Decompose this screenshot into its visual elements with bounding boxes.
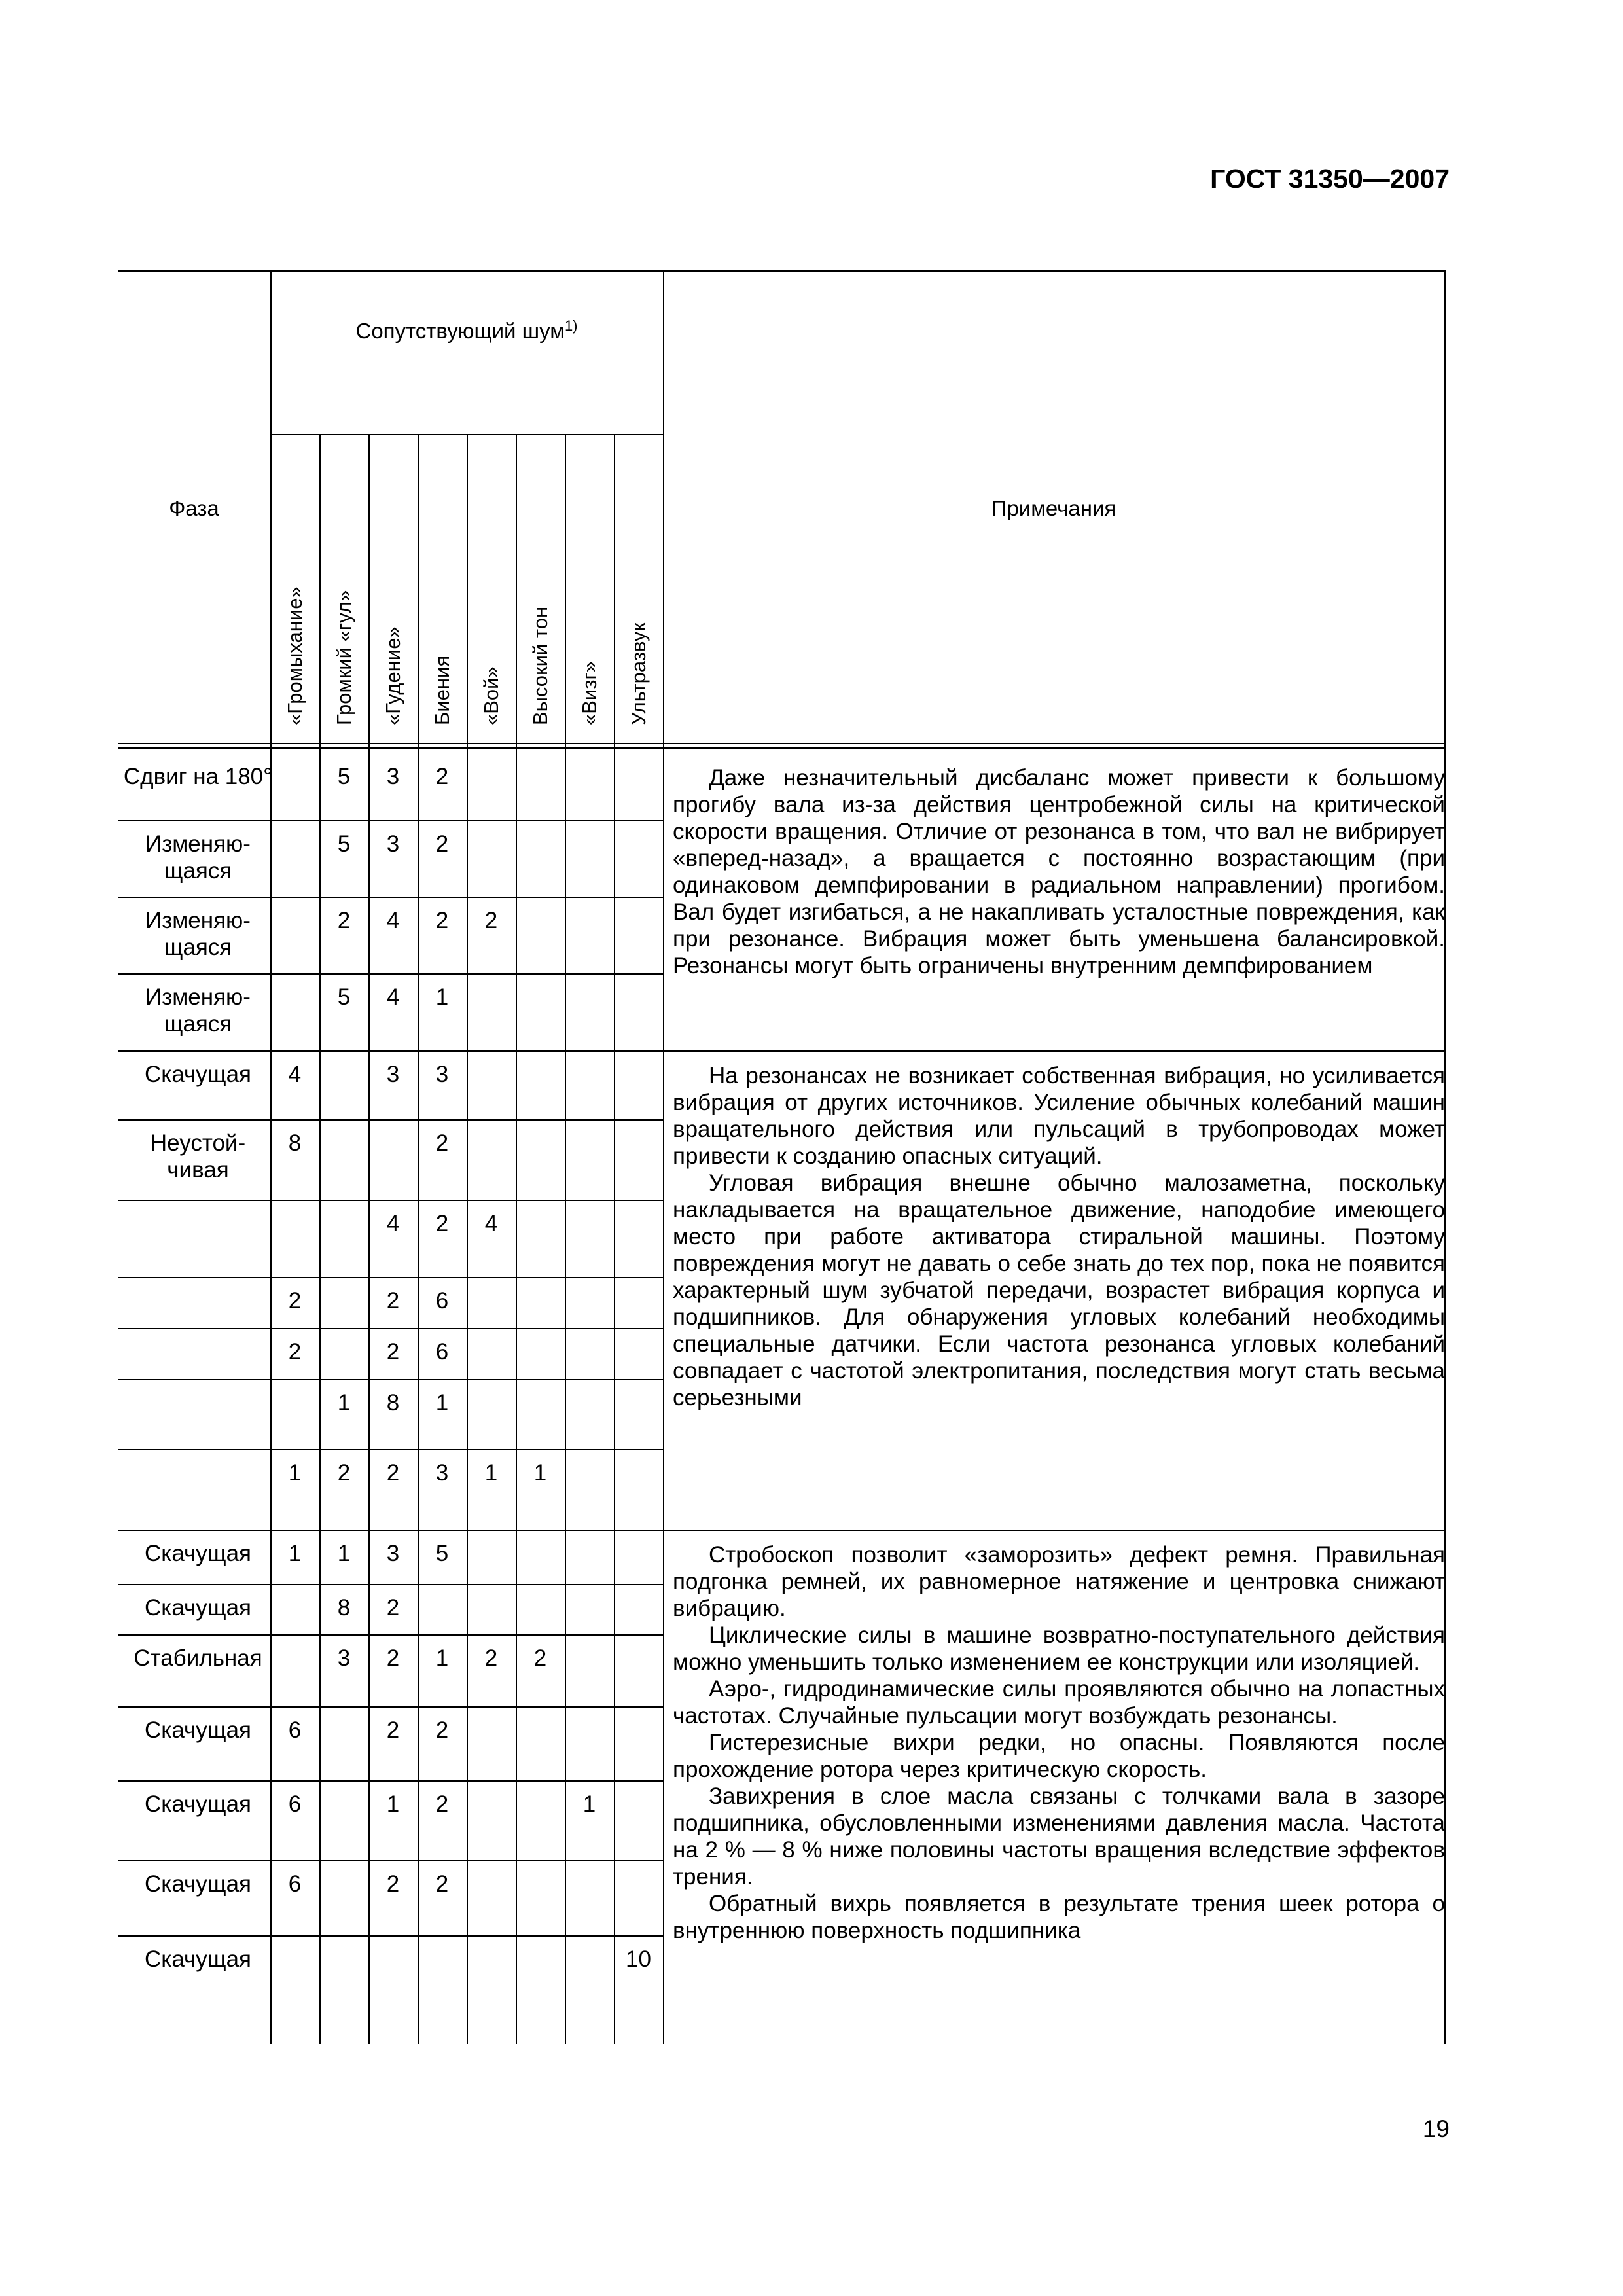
notes-block [673,1541,1445,1944]
noise-value-cell [418,1594,467,1634]
noise-value-cell [319,1791,368,1860]
noise-value-cell [319,1061,368,1119]
row-rule [118,820,663,821]
row-rule [118,897,663,898]
noise-value-cell [319,1210,368,1277]
noise-value-cell [614,1791,663,1860]
noise-value-cell [467,1791,516,1860]
noise-value-cell [614,831,663,897]
row-rule [118,1328,663,1329]
noise-value-cell: 2 [435,1791,449,1817]
noise-value-cell: 2 [435,1130,449,1156]
noise-value-cell: 6 [288,1791,302,1817]
noise-value-cell: 4 [386,1211,400,1236]
noise-value-cell [368,1946,418,2044]
noise-value-cell: 3 [386,831,400,857]
phase-cell [118,1210,278,1277]
noise-value-cell [270,831,319,897]
noise-column-header: Биения [430,655,454,725]
noise-value-cell [614,1871,663,1935]
noise-column-header: Ультразвук [626,622,650,725]
noise-value-cell [614,1540,663,1584]
noise-group-label: Сопутствующий шум [355,319,565,343]
noise-value-cell: 3 [337,1645,351,1671]
noise-value-cell [516,1210,565,1277]
noise-value-cell: 8 [386,1390,400,1416]
note-paragraph: Завихрения в слое масла связаны с толчками вала в зазоре подшипника, обусловленными изменениями давления масла. Частота на 2 % — 8 % ниже половины частоты вращения вследствие эффектов трения. [673,1784,1445,1890]
noise-value-cell [614,1061,663,1119]
noise-value-cell [467,1540,516,1584]
noise-value-cell: 2 [337,908,351,933]
noise-value-cell [565,1540,614,1584]
noise-value-cell: 3 [435,1062,449,1087]
table-top-rule [118,270,1444,272]
header-bottom-rule [118,747,1444,749]
phase-cell: Сдвиг на 180° [123,764,273,789]
noise-value-cell: 4 [288,1062,302,1087]
noise-value-cell: 5 [337,764,351,789]
noise-column-header: Высокий тон [528,606,552,725]
notes-column-header: Примечания [991,496,1116,520]
note-paragraph: Циклические силы в машине возвратно-поступательного действия можно уменьшить только изменением ее конструкции или изоляцией. [673,1623,1445,1675]
row-rule [118,1860,663,1861]
noise-value-cell [565,1287,614,1328]
noise-value-cell: 2 [435,908,449,933]
noise-value-cell: 2 [484,908,498,933]
noise-value-cell [467,1287,516,1328]
note-paragraph: Гистерезисные вихри редки, но опасны. Появляются после прохождение ротора через критическую скорость. [673,1730,1445,1782]
noise-value-cell [516,1390,565,1449]
noise-value-cell [516,1338,565,1379]
noise-value-cell [516,1540,565,1584]
noise-value-cell: 4 [484,1211,498,1236]
noise-column-header: «Вой» [479,666,503,725]
noise-value-cell [516,1946,565,2044]
noise-value-cell: 10 [626,1946,651,1972]
phase-cell: Неустой-чивая [150,1130,246,1183]
noise-value-cell [565,1338,614,1379]
noise-value-cell: 5 [337,831,351,857]
noise-value-cell [565,1871,614,1935]
noise-value-cell: 2 [288,1339,302,1365]
noise-value-cell [516,763,565,820]
noise-value-cell [467,1130,516,1200]
noise-value-cell [319,1338,368,1379]
noise-value-cell [270,907,319,973]
noise-value-cell: 2 [435,1717,449,1743]
noise-value-cell: 1 [484,1460,498,1486]
note-paragraph: На резонансах не возникает собственная вибрация, но усиливается вибрация от других источников. Усиление обычных колебаний машин вращательного действия или пульсаций в трубопроводах может привести к созданию опасных ситуаций. [673,1063,1445,1169]
row-rule [118,1780,663,1782]
row-rule [118,1379,663,1380]
noise-value-cell [565,1645,614,1706]
noise-value-cell [319,1287,368,1328]
noise-value-cell: 1 [337,1390,351,1416]
phase-cell: Изменяю-щаяся [145,908,251,960]
column-rule [663,270,664,2044]
noise-column-header: «Визг» [577,661,601,725]
row-rule [118,1449,663,1450]
row-rule [118,1530,1444,1531]
noise-value-cell [270,984,319,1050]
noise-value-cell [516,831,565,897]
noise-value-cell: 2 [435,764,449,789]
noise-value-cell [614,1390,663,1449]
noise-value-cell [565,1594,614,1634]
noise-value-cell [270,1210,319,1277]
noise-value-cell [319,1130,368,1200]
row-rule [118,1119,663,1121]
noise-value-cell: 2 [288,1288,302,1314]
noise-value-cell [565,1210,614,1277]
note-paragraph: Обратный вихрь появляется в результате трения шеек ротора о внутреннюю поверхность подшипника [673,1891,1445,1943]
notes-block [673,1062,1445,1411]
noise-value-cell [614,984,663,1050]
phase-cell: Скачущая [144,1541,251,1566]
phase-column-header: Фаза [169,496,219,520]
phase-cell [118,1460,278,1530]
noise-column-header: «Громыхание» [283,586,306,725]
noise-value-cell [516,1130,565,1200]
noise-value-cell [467,1338,516,1379]
noise-value-cell [516,984,565,1050]
noise-value-cell: 8 [288,1130,302,1156]
noise-value-cell: 1 [386,1791,400,1817]
noise-column-header: «Гудение» [381,626,404,725]
header-bottom-rule [118,743,1444,744]
noise-group-header [270,317,663,344]
noise-value-cell [516,1871,565,1935]
noise-value-cell: 2 [386,1717,400,1743]
noise-value-cell [270,1645,319,1706]
noise-value-cell [467,763,516,820]
notes-block [673,764,1445,979]
noise-value-cell [516,1717,565,1780]
noise-value-cell [319,1946,368,2044]
phase-cell [118,1390,278,1449]
noise-value-cell [467,1390,516,1449]
noise-value-cell: 3 [386,764,400,789]
row-rule [118,1935,663,1937]
noise-value-cell [614,1210,663,1277]
noise-value-cell [614,1460,663,1530]
noise-value-cell [467,1946,516,2044]
noise-value-cell: 2 [386,1288,400,1314]
noise-value-cell [565,1717,614,1780]
noise-value-cell: 2 [435,1871,449,1897]
noise-value-cell [565,1460,614,1530]
noise-value-cell [467,1594,516,1634]
noise-value-cell: 8 [337,1595,351,1621]
noise-column-header: Громкий «гул» [332,590,355,725]
noise-value-cell [368,1130,418,1200]
noise-value-cell [614,1130,663,1200]
row-rule [118,1277,663,1278]
noise-value-cell [614,763,663,820]
footnote-marker: 1) [564,317,578,334]
noise-value-cell [614,1338,663,1379]
note-paragraph: Аэро-, гидродинамические силы проявляются обычно на лопастных частотах. Случайные пульсации могут возбуждать резонансы. [673,1676,1445,1729]
noise-value-cell: 2 [533,1645,547,1671]
noise-value-cell [319,1871,368,1935]
noise-value-cell [516,1791,565,1860]
noise-value-cell [565,984,614,1050]
phase-cell: Скачущая [144,1595,251,1621]
note-paragraph: Угловая вибрация внешне обычно малозаметна, поскольку накладывается на вращательное движение, наподобие имеющего место при работе активатора стиральной машины. Поэтому повреждения могут не давать о себе знать до тех пор, пока не появится характерный шум зубчатой передачи, возрастет вибрация корпуса и подшипников. Для обнаружения угловых колебаний необходимы специальные датчики. Если частота резонанса угловых колебаний совпадает с частотой электропитания, последствия могут стать весьма серьезными [673,1170,1445,1410]
noise-value-cell: 4 [386,908,400,933]
noise-value-cell: 2 [386,1871,400,1897]
phase-cell [118,1338,278,1379]
phase-cell [118,1287,278,1328]
noise-value-cell: 1 [533,1460,547,1486]
noise-value-cell [270,763,319,820]
phase-cell: Скачущая [144,1062,251,1087]
noise-value-cell [270,1946,319,2044]
noise-value-cell [270,1594,319,1634]
phase-cell: Скачущая [144,1946,251,1972]
noise-value-cell: 1 [582,1791,596,1817]
noise-value-cell [565,1130,614,1200]
noise-value-cell: 2 [386,1645,400,1671]
noise-value-cell: 2 [484,1645,498,1671]
noise-value-cell [516,1061,565,1119]
noise-value-cell: 1 [435,1390,449,1416]
noise-value-cell: 1 [288,1460,302,1486]
phase-cell: Скачущая [144,1717,251,1743]
phase-cell: Стабильная [134,1645,262,1671]
noise-value-cell: 1 [435,1645,449,1671]
noise-value-cell [614,1287,663,1328]
row-rule [118,1634,663,1636]
noise-value-cell: 2 [337,1460,351,1486]
noise-value-cell: 6 [435,1339,449,1365]
noise-value-cell: 2 [435,1211,449,1236]
noise-value-cell [565,907,614,973]
noise-value-cell [516,907,565,973]
row-rule [118,973,663,975]
noise-value-cell [565,763,614,820]
noise-value-cell [516,1594,565,1634]
phase-cell: Изменяю-щаяся [145,984,251,1037]
noise-value-cell [467,831,516,897]
noise-value-cell: 3 [386,1541,400,1566]
noise-value-cell [270,1390,319,1449]
noise-value-cell: 1 [435,984,449,1010]
phase-cell: Изменяю-щаяся [145,831,251,884]
noise-value-cell [614,1645,663,1706]
noise-value-cell [467,1717,516,1780]
noise-value-cell [319,1717,368,1780]
row-rule [118,1584,663,1585]
phase-cell: Скачущая [144,1871,251,1897]
noise-value-cell: 5 [337,984,351,1010]
noise-value-cell: 1 [337,1541,351,1566]
noise-value-cell: 3 [435,1460,449,1486]
note-paragraph: Стробоскоп позволит «заморозить» дефект ремня. Правильная подгонка ремней, их равномерное натяжение и центровка снижают вибрацию. [673,1542,1445,1621]
noise-value-cell [467,1061,516,1119]
noise-value-cell [614,907,663,973]
phase-cell: Скачущая [144,1791,251,1817]
noise-value-cell: 6 [435,1288,449,1314]
noise-value-cell [565,1946,614,2044]
noise-value-cell: 2 [386,1460,400,1486]
noise-value-cell [467,1871,516,1935]
noise-value-cell [614,1717,663,1780]
note-paragraph: Даже незначительный дисбаланс может привести к большому прогибу вала из-за действия центробежной силы на критической скорости вращения. Отличие от резонанса в том, что вал не вибрирует «вперед-назад», а вращается с постоянно возрастающим (при одинаковом демпфировании в радиальном направлении) прогибом. Вал будет изгибаться, а не накапливать усталостные повреждения, как при резонансе. Вибрация может быть уменьшена балансировкой. Резонансы могут быть ограничены внутренним демпфированием [673,765,1445,978]
noise-value-cell: 2 [386,1595,400,1621]
row-rule [118,1050,1444,1052]
noise-value-cell: 6 [288,1871,302,1897]
noise-value-cell: 4 [386,984,400,1010]
row-rule [118,1706,663,1708]
noise-value-cell [467,984,516,1050]
noise-value-cell: 3 [386,1062,400,1087]
noise-value-cell [565,831,614,897]
noise-value-cell: 1 [288,1541,302,1566]
noise-value-cell: 6 [288,1717,302,1743]
noise-value-cell [418,1946,467,2044]
noise-value-cell: 2 [435,831,449,857]
row-rule [118,1200,663,1201]
noise-value-cell [565,1061,614,1119]
noise-value-cell [516,1287,565,1328]
noise-value-cell: 2 [386,1339,400,1365]
noise-value-cell: 5 [435,1541,449,1566]
page-number: 19 [1422,2115,1450,2142]
noise-value-cell [565,1390,614,1449]
noise-value-cell [614,1594,663,1634]
standard-header: ГОСТ 31350—2007 [1210,164,1450,194]
